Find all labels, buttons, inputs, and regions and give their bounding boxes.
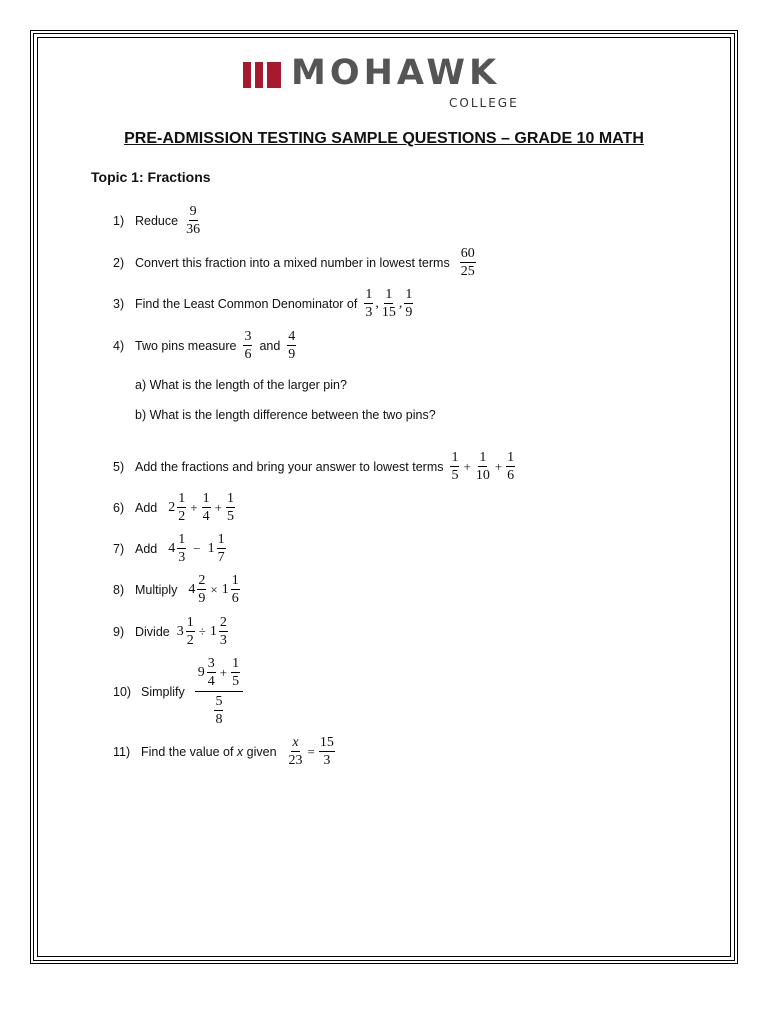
fraction: $\frac{x}{23}$ [288, 735, 303, 768]
fraction: $\frac{1}{7}$ [217, 532, 225, 565]
fraction: $\frac{1}{5}$ [232, 656, 240, 689]
topic-heading: Topic 1: Fractions [91, 169, 211, 185]
fraction: $\frac{60}{25}$ [460, 246, 475, 279]
logo-bars-icon [243, 62, 281, 88]
complex-fraction: 9 $\frac{3}{4}$ + $\frac{1}{5}$ $\frac{5}{8}$ [195, 656, 243, 727]
question-4a: a) What is the length of the larger pin? [135, 378, 347, 392]
fraction: $\frac{1}{15}$ [381, 287, 396, 320]
fraction: $\frac{1}{3}$ [365, 287, 373, 320]
fraction: $\frac{1}{6}$ [507, 450, 515, 483]
question-6: 6) Add 2 $\frac{1}{2}$ + $\frac{1}{4}$ + $\frac{1}{5}$ [113, 491, 234, 524]
question-9: 9) Divide 3 $\frac{1}{2}$ ÷ 1 $\frac{2}{3}$ [113, 615, 227, 648]
fraction: $\frac{3}{4}$ [207, 656, 215, 689]
fraction: $\frac{3}{6}$ [244, 329, 252, 362]
question-4b: b) What is the length difference between the two pins? [135, 408, 436, 422]
question-8: 8) Multiply 4 $\frac{2}{9}$ × 1 $\frac{1}{6}$ [113, 573, 239, 606]
question-11: 11) Find the value of x given $\frac{x}{23}$ = $\frac{15}{3}$ [113, 735, 334, 768]
fraction: $\frac{2}{3}$ [219, 615, 227, 648]
fraction: $\frac{1}{9}$ [405, 287, 413, 320]
fraction: $\frac{9}{36}$ [186, 204, 201, 237]
question-1: 1) Reduce $\frac{9}{36}$ [113, 204, 201, 237]
logo-sub: COLLEGE [449, 96, 519, 110]
fraction: $\frac{2}{9}$ [198, 573, 206, 606]
question-10: 10) Simplify 9 $\frac{3}{4}$ + $\frac{1}{5}$ $\frac{5}{8}$ [113, 656, 243, 727]
fraction: $\frac{1}{5}$ [226, 491, 234, 524]
fraction: $\frac{1}{3}$ [178, 532, 186, 565]
fraction: $\frac{1}{2}$ [186, 615, 194, 648]
fraction: $\frac{5}{8}$ [215, 694, 223, 727]
fraction: $\frac{1}{2}$ [178, 491, 186, 524]
question-3: 3) Find the Least Common Denominator of $\frac{1}{3}$ , $\frac{1}{15}$ , $\frac{1}{9}$ [113, 287, 413, 320]
question-5: 5) Add the fractions and bring your answer to lowest terms $\frac{1}{5}$ + $\frac{1}{10}$ + $\frac{1}{6}$ [113, 450, 515, 483]
fraction: $\frac{1}{5}$ [451, 450, 459, 483]
logo-word: MOHAWK [291, 53, 501, 93]
fraction: $\frac{1}{10}$ [475, 450, 490, 483]
fraction: $\frac{15}{3}$ [319, 735, 334, 768]
fraction: $\frac{4}{9}$ [288, 329, 296, 362]
fraction: $\frac{1}{4}$ [202, 491, 210, 524]
question-7: 7) Add 4 $\frac{1}{3}$ − 1 $\frac{1}{7}$ [113, 532, 225, 565]
question-2: 2) Convert this fraction into a mixed number in lowest terms $\frac{60}{25}$ [113, 246, 475, 279]
document-title: PRE-ADMISSION TESTING SAMPLE QUESTIONS – GRADE 10 MATH [124, 130, 644, 147]
question-4: 4) Two pins measure $\frac{3}{6}$ and $\frac{4}{9}$ [113, 329, 296, 362]
fraction: $\frac{1}{6}$ [231, 573, 239, 606]
